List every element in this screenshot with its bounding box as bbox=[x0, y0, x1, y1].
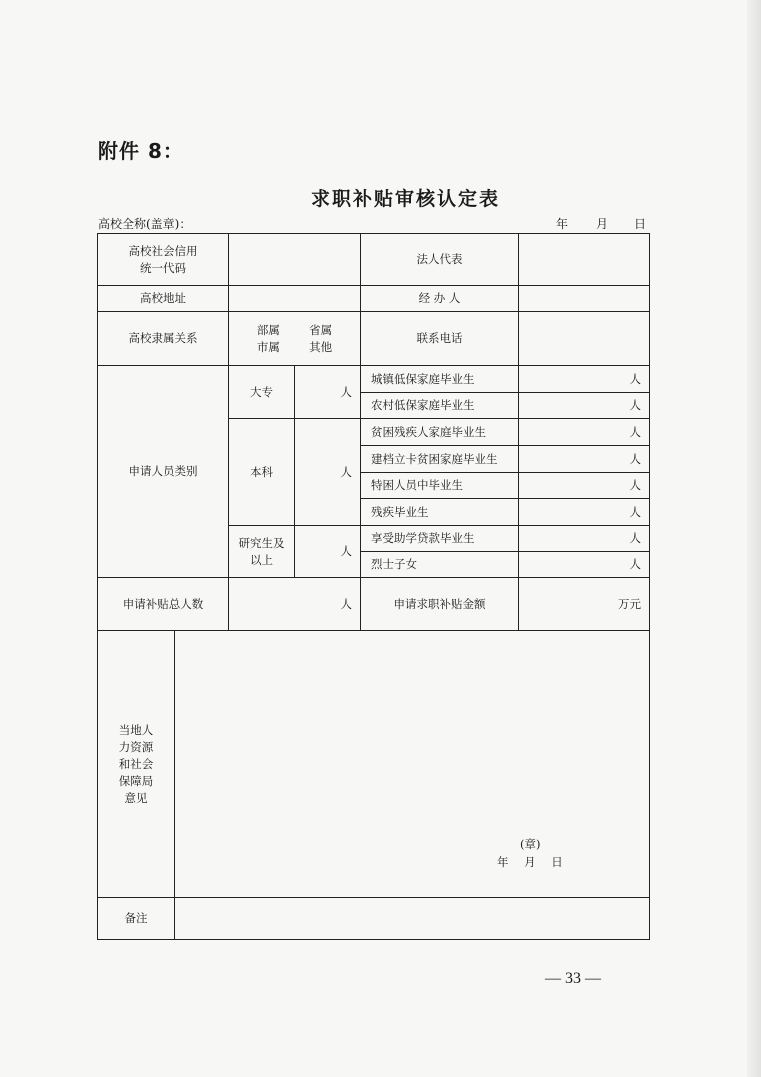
benke-count[interactable]: 人 bbox=[295, 419, 361, 526]
page-number: — 33 — bbox=[545, 970, 601, 987]
affiliation-option-qita[interactable]: 其他 bbox=[309, 339, 333, 354]
category-4-label: 建档立卡贫困家庭毕业生 bbox=[361, 446, 519, 473]
school-name-label: 高校全称(盖章)： bbox=[98, 217, 192, 231]
credit-code-label: 高校社会信用 统一代码 bbox=[98, 234, 229, 286]
subsidy-form-table bbox=[97, 233, 650, 940]
page-title: 求职补贴审核认定表 bbox=[310, 188, 500, 210]
yjs-count[interactable]: 人 bbox=[295, 526, 361, 578]
category-3-count[interactable]: 人 bbox=[519, 419, 650, 446]
phone-field[interactable] bbox=[519, 312, 650, 366]
affiliation-option-shishu[interactable]: 市属 bbox=[256, 339, 280, 354]
category-8-count[interactable]: 人 bbox=[519, 552, 650, 578]
attachment-label: 附件 8： bbox=[98, 139, 184, 163]
page-edge-shadow bbox=[747, 0, 761, 1077]
amount-label: 申请求职补贴金额 bbox=[361, 578, 519, 631]
opinion-field[interactable] bbox=[175, 631, 650, 898]
category-7-count[interactable]: 人 bbox=[519, 526, 650, 552]
total-count-label: 申请补贴总人数 bbox=[98, 578, 229, 631]
remark-label: 备注 bbox=[98, 898, 175, 940]
category-4-count[interactable]: 人 bbox=[519, 446, 650, 473]
category-8-label: 烈士子女 bbox=[361, 552, 519, 578]
address-field[interactable] bbox=[229, 286, 361, 312]
category-5-count[interactable]: 人 bbox=[519, 473, 650, 499]
category-7-label: 享受助学贷款毕业生 bbox=[361, 526, 519, 552]
legal-rep-label: 法人代表 bbox=[361, 234, 519, 286]
header-year: 年 bbox=[556, 217, 569, 231]
category-6-count[interactable]: 人 bbox=[519, 499, 650, 526]
dazhuan-count[interactable]: 人 bbox=[295, 366, 361, 419]
affiliation-option-shengshu[interactable]: 省属 bbox=[309, 322, 333, 337]
amount-field[interactable]: 万元 bbox=[519, 578, 650, 631]
handler-label: 经 办 人 bbox=[361, 286, 519, 312]
opinion-stamp: (章) bbox=[520, 837, 541, 851]
handler-field[interactable] bbox=[519, 286, 650, 312]
category-2-count[interactable]: 人 bbox=[519, 393, 650, 419]
category-1-count[interactable]: 人 bbox=[519, 366, 650, 393]
header-month: 月 bbox=[596, 217, 609, 231]
opinion-date: 年 月 日 bbox=[497, 855, 563, 869]
opinion-label: 当地人 力资源 和社会 保障局 意见 bbox=[98, 631, 175, 898]
remark-field[interactable] bbox=[175, 898, 650, 940]
category-2-label: 农村低保家庭毕业生 bbox=[361, 393, 519, 419]
category-6-label: 残疾毕业生 bbox=[361, 499, 519, 526]
benke-label: 本科 bbox=[229, 419, 295, 526]
yjs-label: 研究生及 以上 bbox=[229, 526, 295, 578]
affiliation-label: 高校隶属关系 bbox=[98, 312, 229, 366]
dazhuan-label: 大专 bbox=[229, 366, 295, 419]
credit-code-field[interactable] bbox=[229, 234, 361, 286]
total-count-field[interactable]: 人 bbox=[229, 578, 361, 631]
affiliation-option-buzhu[interactable]: 部属 bbox=[256, 322, 280, 337]
affiliation-options[interactable] bbox=[229, 312, 361, 366]
category-label: 申请人员类别 bbox=[98, 366, 229, 578]
address-label: 高校地址 bbox=[98, 286, 229, 312]
legal-rep-field[interactable] bbox=[519, 234, 650, 286]
phone-label: 联系电话 bbox=[361, 312, 519, 366]
category-1-label: 城镇低保家庭毕业生 bbox=[361, 366, 519, 393]
header-day: 日 bbox=[634, 217, 647, 231]
category-5-label: 特困人员中毕业生 bbox=[361, 473, 519, 499]
category-3-label: 贫困残疾人家庭毕业生 bbox=[361, 419, 519, 446]
